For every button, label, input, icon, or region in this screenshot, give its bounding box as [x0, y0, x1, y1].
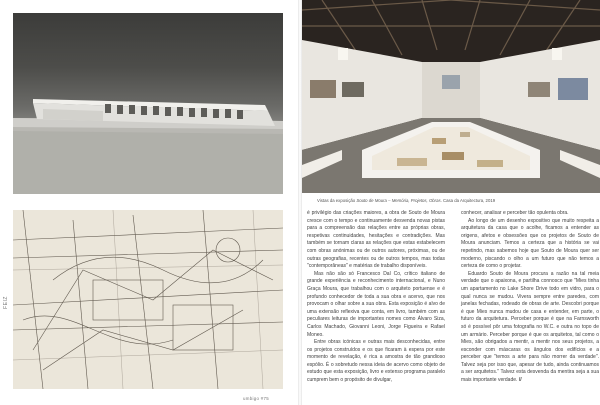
caption-exhibition-title: Souto de Moura – Memória, Projetos, Obras — [356, 198, 441, 203]
caption-prefix: Vistas da exposição — [317, 198, 357, 203]
paragraph — [461, 271, 599, 385]
architectural-sketch-drawing — [13, 210, 283, 389]
paragraph: Entre obras icónicas e outras mais desconhecidas, entre os projetos construídos e os que ficaram à espera por este momento de revelação, é rica a amostra de tão grandioso espólio. É o sobretudo nessa ideia de acervo como objeto de estudo que esta exposição, livro e extenso programa paralelo cumprem bem o propósito de divulgar, — [307, 339, 445, 384]
text-column-left — [307, 210, 445, 385]
page-folio: umbigo #75 — [243, 396, 269, 401]
section-side-label: FEIZ — [3, 296, 9, 309]
paragraph: Mas não são só Francesco Dal Co, crítico italiano de grande experiência e reconhecimento internacional, e Nuno Graça Moura, que trabalhou com o arquiteto portuense e é profundo conhecedor de toda a sua obra e acervo, que nos provocam o olhar sobre a sua obra. Esta exposição é alvo de uma extensão reflexiva que conta, em livro, também com as peculiares leituras de importantes nomes como Álvaro Siza, Carlos Machado, Giovanni Leoni, Jorge Figueira e Rafael Moneo. — [307, 270, 445, 338]
paragraph: Ao longo de um desenho expositivo que muito respeita a arquitetura da casa que o acolhe, ficamos a entender as origens, afetos e obsessões que os projetos de Souto de Moura anunciam. Temos a certeza que a história se vai repetindo, mas sabemos hoje que Souto de Moura quer ser moderno, piscando o olho a um futuro que não temos a certeza de como o projetar. — [461, 217, 599, 270]
paragraph: conhecer, analisar e perceber tão opulenta obra. — [461, 210, 569, 216]
end-mark: // — [518, 377, 522, 384]
photo-caption — [317, 198, 587, 203]
architectural-model-photo — [13, 13, 283, 194]
caption-suffix: . Casa da Arquitectura, 2019 — [440, 198, 496, 203]
paragraph-text: Eduardo Souto de Moura procura a razão na tal meia verdade que o apaixona, e partilha connosco que "Mies tinha um apartamento no Lake Shore Drive todo em vidro, para o qual nunca se mudou. Vivera sempre entre paredes, com janelas fechadas, rodeado de obras de arte. Descobri porque é que Mies nunca mudou de casa e entender, em parte, o futuro da arquitetura. Perceber porque é que na Farnsworth só é possível pôr uma fotografia no W.C. e outra no topo de um armário. Perceber porque é que os arquitetos, tal como o Mies, são obrigados a mentir, a mentir nos seus projetos, a esconder com máscaras os ângulos dos edifícios e a perceber que "temos a arte para não morrer da verdade". Talvez seja por isso que, apesar de tudo, ainda continuamos a ser arquitetos." Talvez esta desvenda da mentira seja a sua mais importante verdade. — [461, 270, 599, 384]
text-column-right — [461, 210, 599, 385]
paragraph: é privilégio das criações maiores, a obra de Souto de Moura cresce com o tempo e continuamente desvenda novas pistas para a compreensão das relações entre as próprias obras, respetivas continuidades, hesitações e contradições. Mas também se tornam claras as relações que estas estabelecem com obras anónimas ou de outros autores, próximas, ou de outras geografias, recentes ou de outros tempos, mas todas "contemporâneas" e matérias de trabalho disponíveis. — [307, 210, 445, 270]
exhibition-hall-photo — [302, 0, 600, 193]
